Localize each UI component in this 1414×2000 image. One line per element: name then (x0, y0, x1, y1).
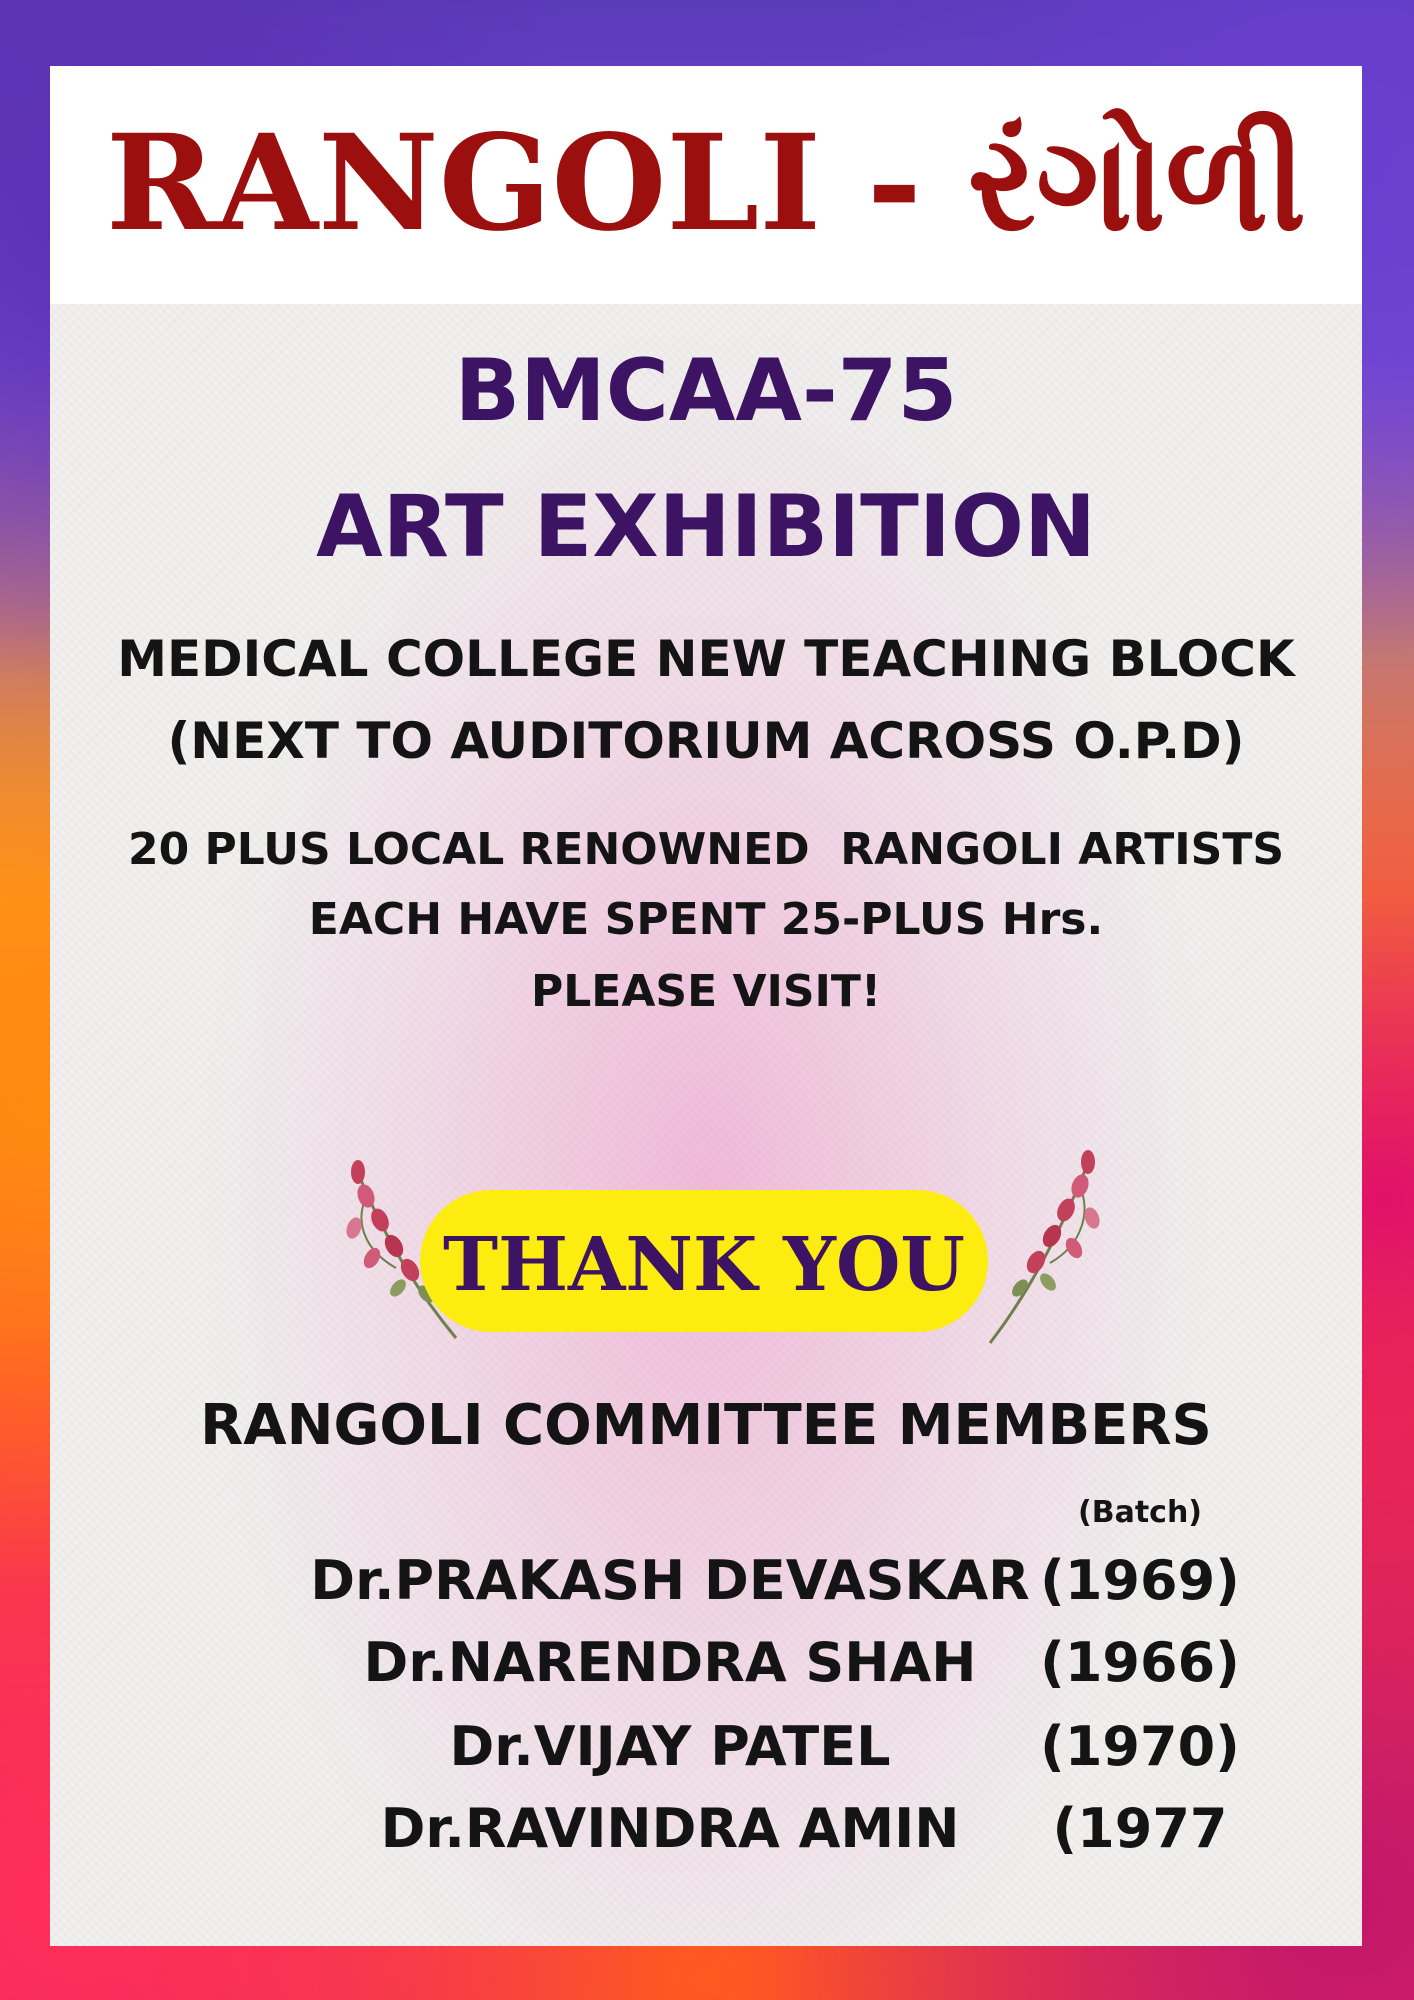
info-line-3: PLEASE VISIT! (530, 966, 882, 1017)
poster-card (50, 66, 1362, 1946)
thank-you-text: THANK YOU (443, 1222, 965, 1308)
info-line-2: EACH HAVE SPENT 25-PLUS Hrs. (308, 894, 1104, 945)
venue-line-1: MEDICAL COLLEGE NEW TEACHING BLOCK (117, 630, 1295, 688)
header-band (50, 66, 1362, 304)
event-code: BMCAA-75 (454, 341, 958, 441)
thank-you-badge (420, 1190, 988, 1332)
batch-column-header: (Batch) (1078, 1495, 1203, 1530)
event-name: ART EXHIBITION (316, 477, 1096, 577)
committee-heading: RANGOLI COMMITTEE MEMBERS (200, 1393, 1212, 1458)
member-batch: (1969) (1040, 1549, 1240, 1612)
venue-line-2: (NEXT TO AUDITORIUM ACROSS O.P.D) (167, 712, 1245, 770)
info-line-1: 20 PLUS LOCAL RENOWNED RANGOLI ARTISTS (127, 824, 1285, 875)
member-name: Dr.VIJAY PATEL (449, 1715, 891, 1778)
member-name: Dr.NARENDRA SHAH (363, 1631, 977, 1694)
member-batch: (1966) (1040, 1631, 1240, 1694)
member-batch: (1977 (1052, 1797, 1228, 1860)
main-title: RANGOLI - રંગોળી (105, 106, 1307, 261)
member-name: Dr.RAVINDRA AMIN (380, 1797, 960, 1860)
member-name: Dr.PRAKASH DEVASKAR (310, 1549, 1030, 1612)
member-batch: (1970) (1040, 1715, 1240, 1778)
